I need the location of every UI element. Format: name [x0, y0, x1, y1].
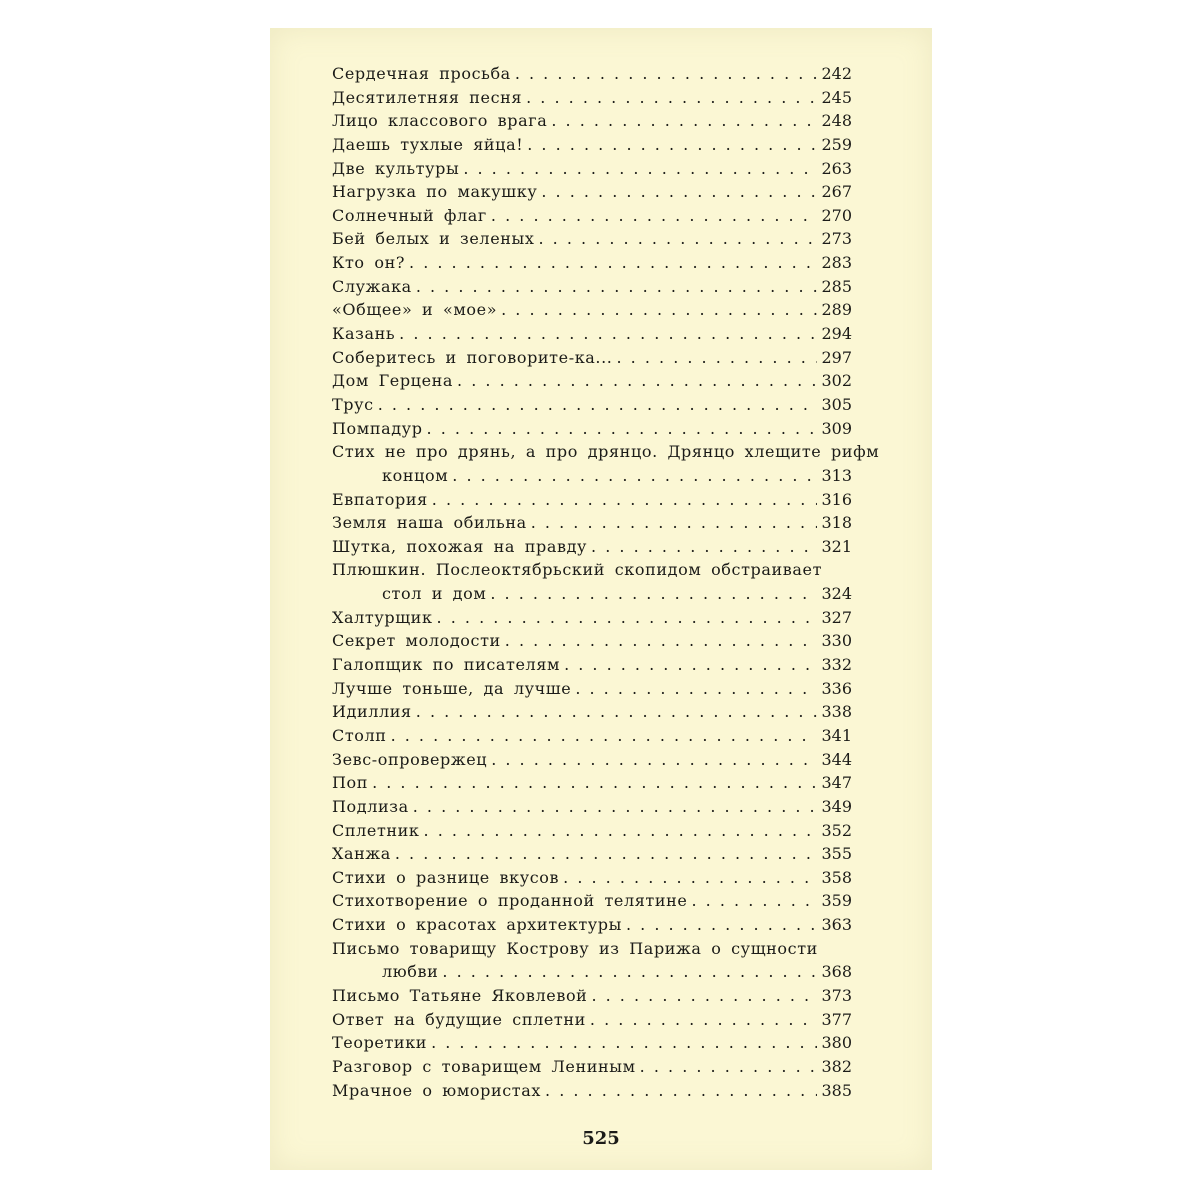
toc-entry-continuation: [332, 960, 852, 984]
toc-entry: [332, 629, 852, 653]
dot-leader: [551, 109, 817, 133]
dot-leader: [531, 511, 817, 535]
toc-entry: [332, 819, 852, 843]
toc-entry-title-continuation: стол и дом: [382, 584, 487, 604]
page-number: 525: [582, 1128, 620, 1149]
toc-entry-title: Сплетник: [332, 820, 420, 840]
dot-leader: [490, 582, 817, 606]
toc-entry: [332, 1055, 852, 1079]
toc-entry: [332, 488, 852, 512]
dot-leader: [452, 464, 817, 488]
toc-entry: [332, 227, 852, 251]
toc-entry-page: 259: [821, 134, 852, 154]
dot-leader: [416, 275, 817, 299]
toc-entry-title: Лучше тоньше, да лучше: [332, 678, 572, 698]
dot-leader: [378, 393, 817, 417]
dot-leader: [505, 629, 817, 653]
dot-leader: [617, 346, 818, 370]
toc-entry-title-continuation: любви: [382, 962, 439, 982]
toc-entry-title: Помпадур: [332, 418, 423, 438]
toc-entry-page: 245: [821, 87, 852, 107]
dot-leader: [501, 298, 817, 322]
toc-entry: [332, 677, 852, 701]
dot-leader: [424, 819, 817, 843]
toc-entry-page: 242: [821, 64, 852, 83]
toc-entry-page: 267: [821, 182, 852, 202]
toc-entry: [332, 275, 852, 299]
dot-leader: [437, 606, 817, 630]
toc-entry-continuation: [332, 464, 852, 488]
toc-entry-page: 382: [821, 1056, 852, 1076]
toc-entry: [332, 866, 852, 890]
toc-entry: [332, 298, 852, 322]
dot-leader: [640, 1055, 817, 1079]
dot-leader: [591, 984, 817, 1008]
toc-entry-page: 332: [821, 655, 852, 675]
toc-entry-page: 302: [821, 371, 852, 391]
toc-entry-page: 380: [821, 1033, 852, 1053]
toc-entry-page: 283: [821, 253, 852, 273]
toc-entry-page: 263: [821, 158, 852, 178]
dot-leader: [575, 677, 817, 701]
toc-entry-page: 324: [821, 584, 852, 604]
toc-entry-page: 289: [821, 300, 852, 320]
toc-entry: [332, 86, 852, 110]
toc-entry-title: Ответ на будущие сплетни: [332, 1009, 586, 1029]
toc-entry-title: Стихи о красотах архитектуры: [332, 915, 622, 935]
toc-entry-page: 347: [821, 773, 852, 793]
toc-entry-page: 368: [821, 962, 852, 982]
toc-entry-page: 349: [821, 796, 852, 816]
toc-entry: [332, 133, 852, 157]
toc-entry: [332, 984, 852, 1008]
dot-leader: [591, 535, 817, 559]
toc-entry: [332, 795, 852, 819]
dot-leader: [526, 86, 817, 110]
toc-entry-title: Евпатория: [332, 489, 428, 509]
toc-entry-title: Даешь тухлые яйца!: [332, 134, 524, 154]
toc-entry-page: 313: [821, 465, 852, 485]
toc-entry-page: 373: [821, 985, 852, 1005]
toc-entry-page: 358: [821, 867, 852, 887]
toc-entry-page: 273: [821, 229, 852, 249]
toc-entry: [332, 700, 852, 724]
dot-leader: [626, 913, 817, 937]
toc-entry: [332, 606, 852, 630]
toc-entry-title: Подлиза: [332, 796, 409, 816]
table-of-contents: [332, 62, 880, 1102]
dot-leader: [442, 960, 817, 984]
toc-entry-title: Стихотворение о проданной телятине: [332, 891, 688, 911]
toc-entry-title: Ханжа: [332, 844, 391, 864]
toc-entry-title: Служака: [332, 276, 412, 296]
toc-entry-title: Соберитесь и поговорите-ка...: [332, 347, 613, 367]
dot-leader: [491, 748, 817, 772]
toc-entry-line: [332, 558, 852, 582]
toc-entry-continuation: [332, 582, 852, 606]
toc-entry: [332, 157, 852, 181]
toc-entry: [332, 251, 852, 275]
toc-entry-page: 294: [821, 324, 852, 344]
toc-entry: [332, 180, 852, 204]
toc-entry-title: Шутка, похожая на правду: [332, 536, 588, 556]
dot-leader: [541, 180, 817, 204]
toc-entry: [332, 913, 852, 937]
toc-entry-page: 385: [821, 1080, 852, 1100]
toc-entry: [332, 1031, 852, 1055]
toc-entry-title: Бей белых и зеленых: [332, 229, 535, 249]
toc-entry: [332, 369, 852, 393]
toc-entry-title: Письмо Татьяне Яковлевой: [332, 985, 588, 1005]
dot-leader: [491, 204, 817, 228]
toc-entry-page: 309: [821, 418, 852, 438]
toc-entry-title: Казань: [332, 324, 396, 344]
toc-entry-page: 327: [821, 607, 852, 627]
dot-leader: [413, 795, 817, 819]
toc-entry: [332, 771, 852, 795]
toc-entry-title: Халтурщик: [332, 607, 433, 627]
toc-entry-page: 305: [821, 394, 852, 414]
toc-entry-title: Кто он?: [332, 253, 406, 273]
dot-leader: [545, 1079, 817, 1103]
toc-entry-page: 318: [821, 513, 852, 533]
dot-leader: [527, 133, 817, 157]
toc-entry-title: Мрачное о юмористах: [332, 1080, 542, 1100]
dot-leader: [590, 1008, 817, 1032]
dot-leader: [463, 157, 817, 181]
toc-entry-title: Нагрузка по макушку: [332, 182, 538, 202]
dot-leader: [395, 842, 817, 866]
toc-entry-title: Столп: [332, 725, 387, 745]
toc-entry-title: Солнечный флаг: [332, 205, 487, 225]
dot-leader: [564, 653, 817, 677]
toc-entry: [332, 748, 852, 772]
toc-entry-line: [332, 440, 880, 464]
toc-entry-title: Лицо классового врага: [332, 111, 548, 131]
toc-entry-title: Секрет молодости: [332, 631, 501, 651]
toc-entry-page: 297: [821, 347, 852, 367]
dot-leader: [372, 771, 817, 795]
toc-entry-page: 330: [821, 631, 852, 651]
toc-entry: [332, 62, 852, 86]
toc-entry-page: 341: [821, 725, 852, 745]
toc-entry: [332, 889, 852, 913]
toc-entry-title: Плюшкин. Послеоктябрьский скопидом обстраивает: [332, 560, 823, 580]
toc-entry-page: 285: [821, 276, 852, 296]
toc-entry: [332, 1079, 852, 1103]
toc-entry-title: Теоретики: [332, 1033, 428, 1053]
toc-entry-title: Разговор с товарищем Лениным: [332, 1056, 636, 1076]
dot-leader: [539, 227, 818, 251]
dot-leader: [391, 724, 817, 748]
book-page: [270, 28, 932, 1170]
toc-entry: [332, 724, 852, 748]
toc-entry-page: 377: [821, 1009, 852, 1029]
toc-entry-title: Десятилетняя песня: [332, 87, 523, 107]
toc-entry: [332, 535, 852, 559]
toc-entry-title: Стихи о разнице вкусов: [332, 867, 560, 887]
toc-entry: [332, 1008, 852, 1032]
dot-leader: [515, 62, 817, 86]
toc-entry: [332, 842, 852, 866]
toc-entry-page: 248: [821, 111, 852, 131]
toc-entry-title: Трус: [332, 394, 374, 414]
toc-entry-page: 359: [821, 891, 852, 911]
toc-entry-title: Стих не про дрянь, а про дрянцо. Дрянцо хлещите рифм: [332, 442, 880, 462]
toc-entry: [332, 417, 852, 441]
dot-leader: [431, 1031, 817, 1055]
toc-entry-page: 363: [821, 915, 852, 935]
toc-entry: [332, 322, 852, 346]
toc-entry-line: [332, 937, 852, 961]
dot-leader: [427, 417, 817, 441]
toc-entry-title: Письмо товарищу Кострову из Парижа о сущности: [332, 938, 818, 958]
toc-entry-page: 352: [821, 820, 852, 840]
toc-entry-title-continuation: концом: [382, 465, 449, 485]
toc-entry: [332, 204, 852, 228]
toc-entry-page: 321: [821, 536, 852, 556]
toc-entry: [332, 346, 852, 370]
toc-entry-page: 270: [821, 205, 852, 225]
toc-entry-page: 344: [821, 749, 852, 769]
toc-entry-title: Дом Герцена: [332, 371, 454, 391]
toc-entry-title: Сердечная просьба: [332, 64, 511, 83]
toc-entry-page: 355: [821, 844, 852, 864]
toc-entry-title: Галопщик по писателям: [332, 655, 561, 675]
toc-entry-title: Земля наша обильна: [332, 513, 527, 533]
toc-entry-page: 316: [821, 489, 852, 509]
dot-leader: [399, 322, 817, 346]
dot-leader: [416, 700, 817, 724]
toc-entry: [332, 393, 852, 417]
toc-entry: [332, 653, 852, 677]
toc-entry-title: «Общее» и «мое»: [332, 300, 498, 320]
dot-leader: [692, 889, 818, 913]
toc-entry-title: Две культуры: [332, 158, 460, 178]
toc-entry: [332, 109, 852, 133]
toc-entry: [332, 511, 852, 535]
dot-leader: [563, 866, 817, 890]
toc-entry-title: Идиллия: [332, 702, 412, 722]
dot-leader: [432, 488, 817, 512]
toc-entry-page: 338: [821, 702, 852, 722]
dot-leader: [457, 369, 817, 393]
toc-entry-title: Зевс-опровержец: [332, 749, 488, 769]
toc-entry-page: 336: [821, 678, 852, 698]
dot-leader: [409, 251, 817, 275]
toc-entry-title: Поп: [332, 773, 369, 793]
